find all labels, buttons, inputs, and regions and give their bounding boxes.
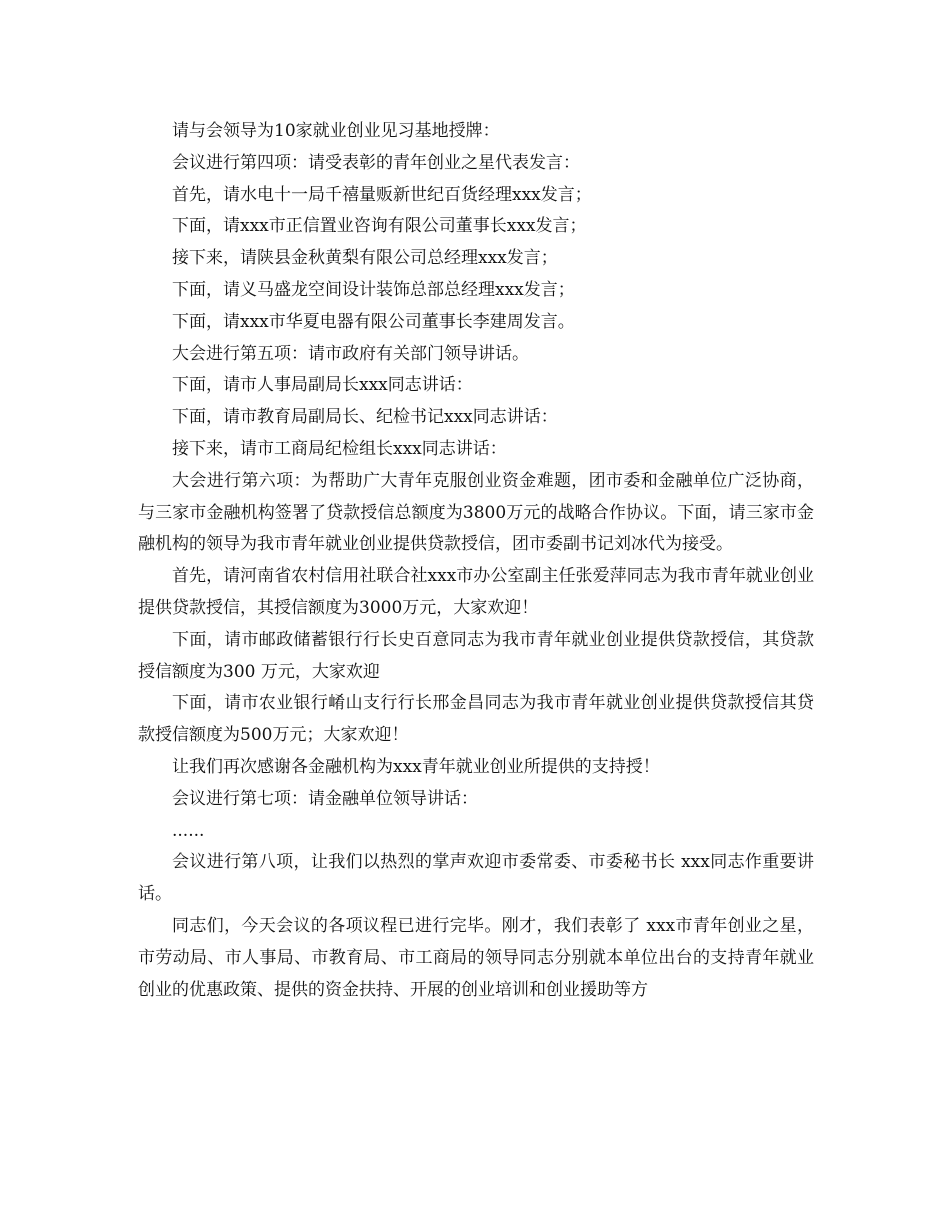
paragraph-13: 首先，请河南省农村信用社联合社xxx市办公室副主任张爱萍同志为我市青年就业创业提供贷款授信，其授信额度为3000万元，大家欢迎！ xyxy=(138,566,814,618)
paragraph-16: 让我们再次感谢各金融机构为xxx青年就业创业所提供的支持授！ xyxy=(172,756,660,777)
paragraph-14: 下面，请市邮政储蓄银行行长史百意同志为我市青年就业创业提供贷款授信，其贷款授信额度为300 万元，大家欢迎 xyxy=(138,629,814,682)
paragraph-10: 下面，请市教育局副局长、纪检书记xxx同志讲话： xyxy=(172,407,558,428)
paragraph-3: 首先，请水电十一局千禧量贩新世纪百货经理xxx发言； xyxy=(172,184,592,205)
paragraph-12: 大会进行第六项：为帮助广大青年克服创业资金难题，团市委和金融单位广泛协商，与三家市金融机构签署了贷款授信总额度为3800万元的战略合作协议。下面，请三家市金融机构的领导为我市青年就业创业提供贷款授信，团市委副书记刘冰代为接受。 xyxy=(138,470,814,555)
paragraph-11: 接下来，请市工商局纪检组长xxx同志讲话： xyxy=(172,438,507,459)
paragraph-18: ...... xyxy=(172,820,205,841)
paragraph-8: 大会进行第五项：请市政府有关部门领导讲话。 xyxy=(172,343,529,364)
paragraph-9: 下面，请市人事局副局长xxx同志讲话： xyxy=(172,375,473,396)
paragraph-6: 下面，请义马盛龙空间设计装饰总部总经理xxx发言； xyxy=(172,279,575,300)
paragraph-4: 下面，请xxx市正信置业咨询有限公司董事长xxx发言； xyxy=(172,216,587,237)
paragraph-7: 下面，请xxx市华夏电器有限公司董事长李建周发言。 xyxy=(172,311,575,332)
document-body xyxy=(138,116,814,1006)
paragraph-15: 下面，请市农业银行崤山支行行长邢金昌同志为我市青年就业创业提供贷款授信其贷款授信额度为500万元；大家欢迎！ xyxy=(138,693,814,746)
paragraph-1: 请与会领导为10家就业创业见习基地授牌： xyxy=(172,121,500,141)
paragraph-5: 接下来，请陕县金秋黄梨有限公司总经理xxx发言； xyxy=(172,248,558,269)
paragraph-17: 会议进行第七项：请金融单位领导讲话： xyxy=(172,788,478,809)
paragraph-2: 会议进行第四项：请受表彰的青年创业之星代表发言： xyxy=(172,152,580,173)
paragraph-20: 同志们，今天会议的各项议程已进行完毕。刚才，我们表彰了 xxx市青年创业之星，市劳动局、市人事局、市教育局、市工商局的领导同志分别就本单位出台的支持青年就业创业的优惠政策、提供的资金扶持、开展的创业培训和创业援助等方 xyxy=(138,915,814,1000)
paragraph-19: 会议进行第八项，让我们以热烈的掌声欢迎市委常委、市委秘书长 xxx同志作重要讲话。 xyxy=(138,852,814,905)
